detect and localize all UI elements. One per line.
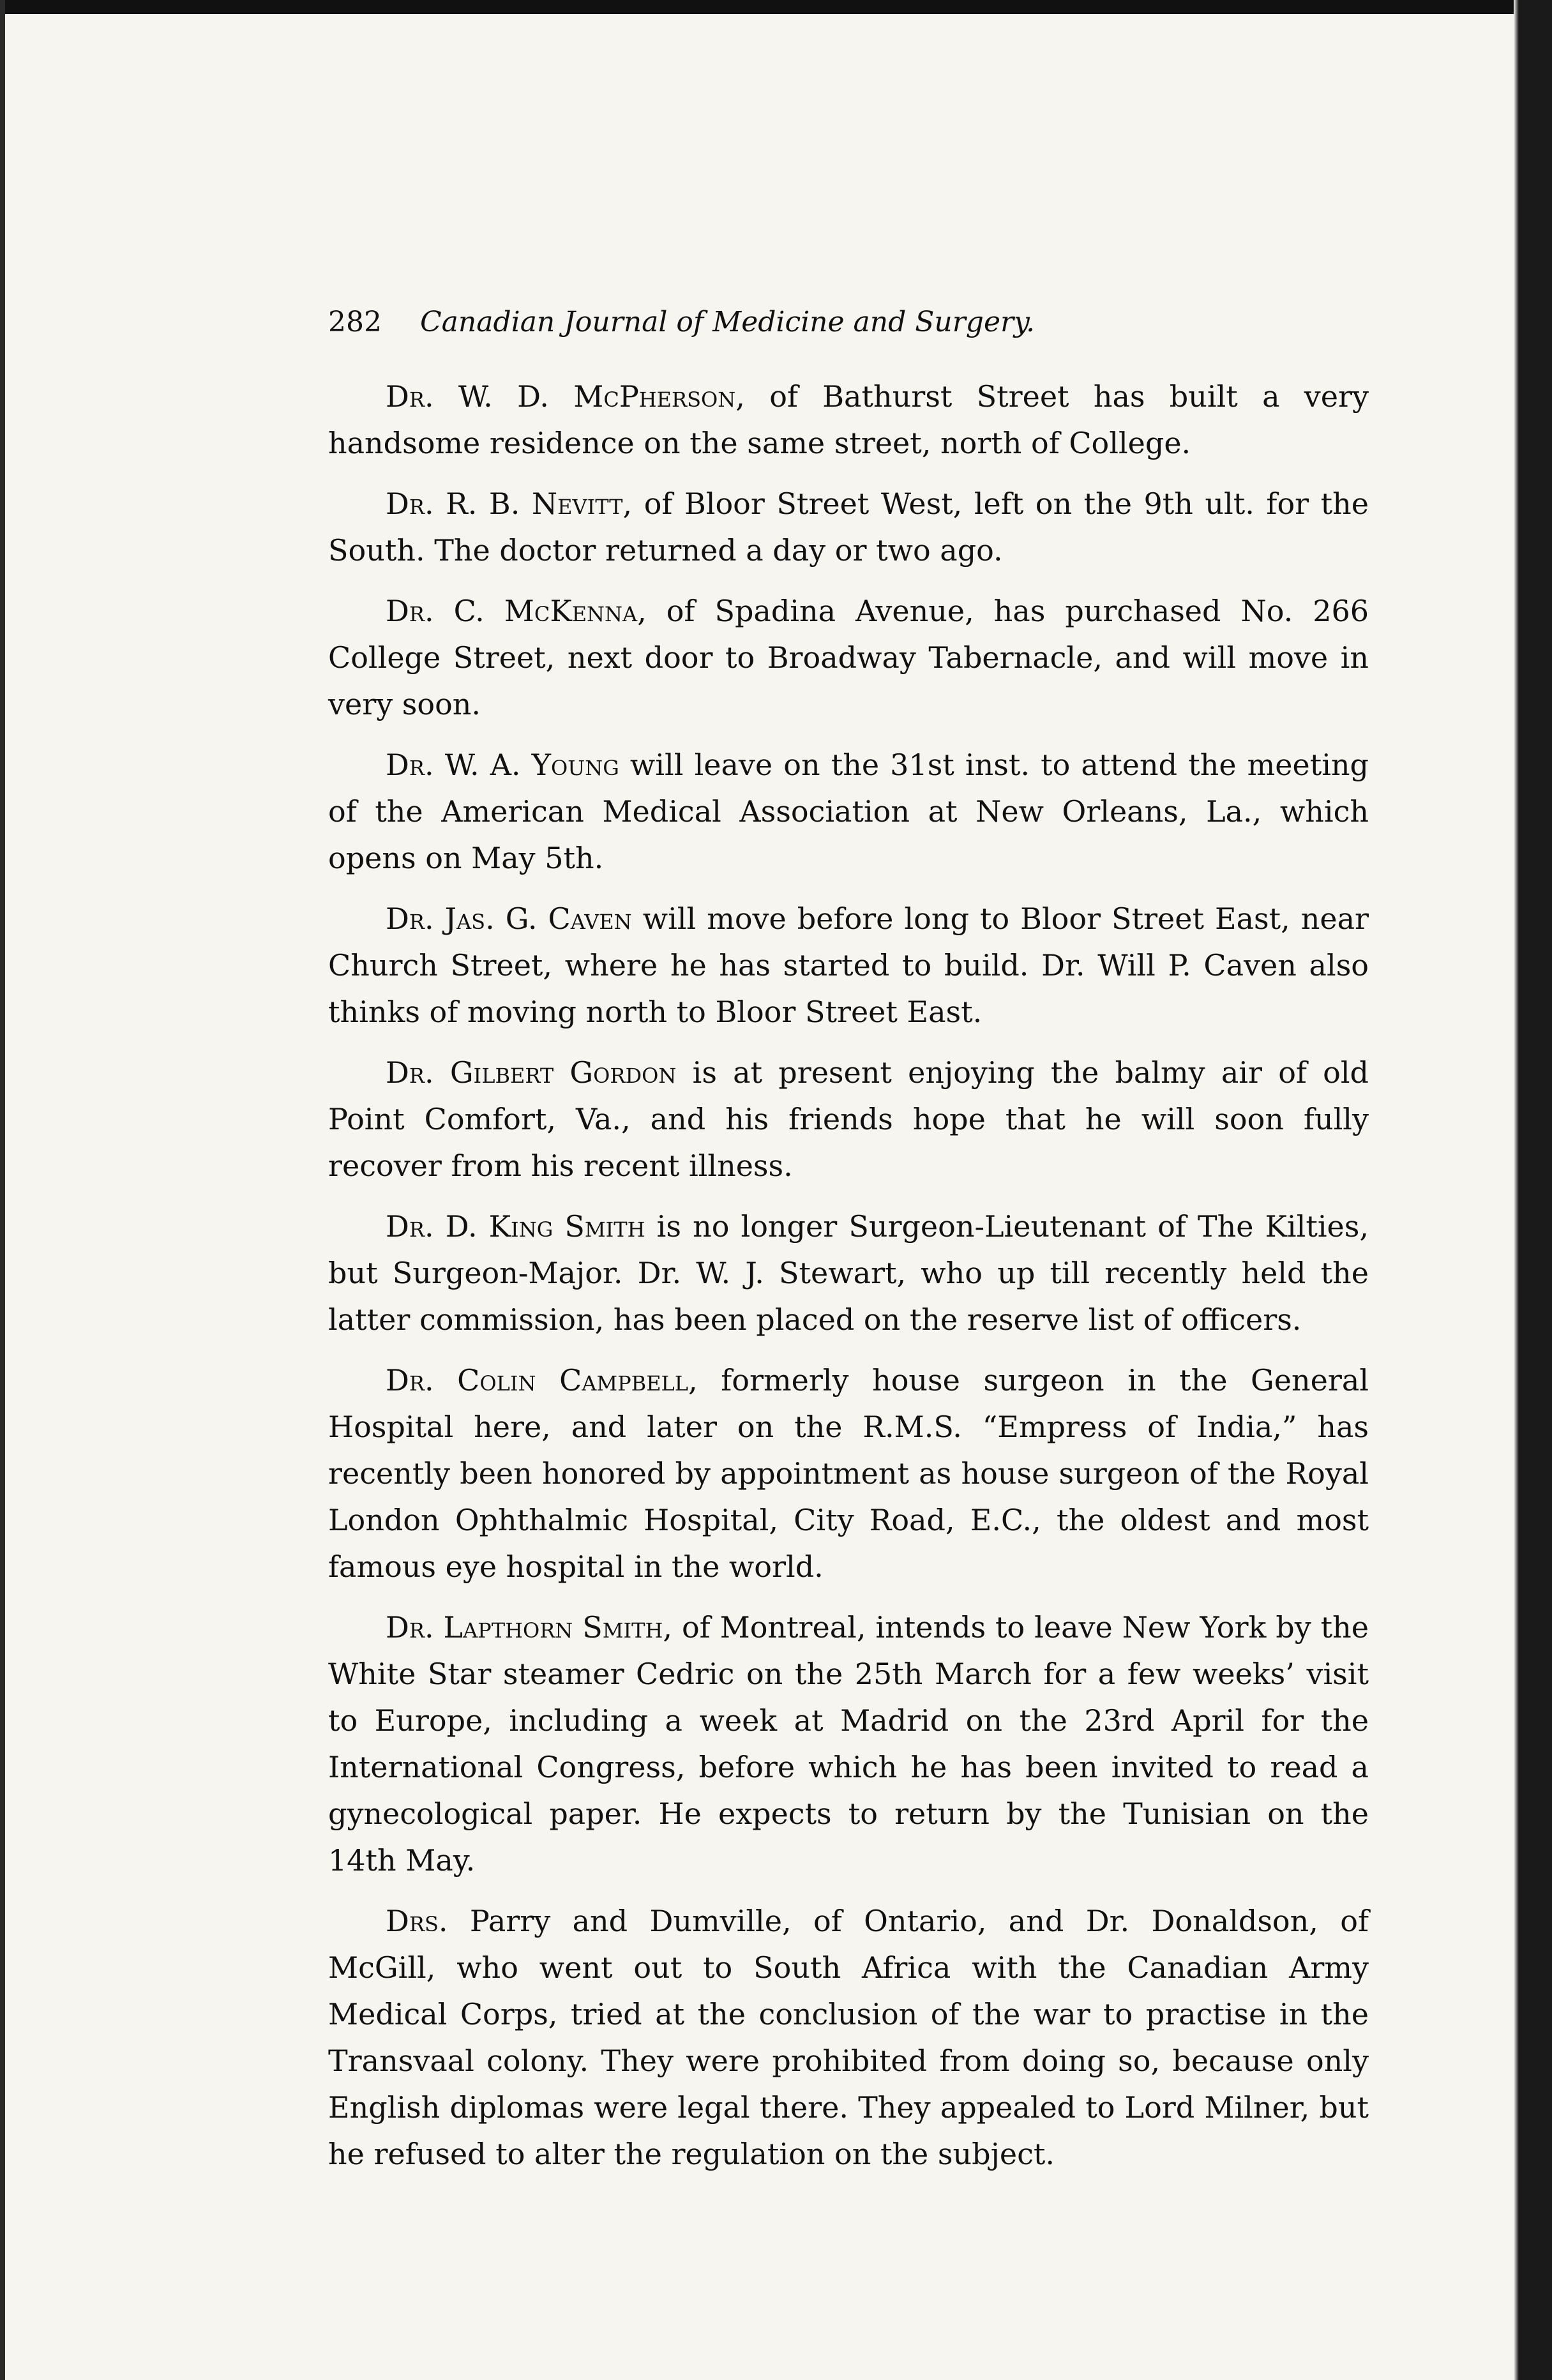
scan-left-border <box>0 0 5 2380</box>
paragraph-text: will leave on the 31st inst. to attend the meeting of the American Medical Association at New Orleans, La., which opens on May 5th. <box>328 748 1369 875</box>
scan-top-border <box>0 0 1552 14</box>
paragraph-text: of Spadina Avenue, has purchased No. 266 College Street, next door to Broadway Tabernacle, and will move in very soon. <box>328 594 1369 721</box>
paragraph-caven <box>328 896 1369 1036</box>
running-head <box>328 303 1369 342</box>
paragraph-mckenna <box>328 588 1369 728</box>
page-number: 282 <box>328 306 382 338</box>
paragraph-lead: Dr. C. McKenna, <box>386 594 647 628</box>
paragraph-text: of Bathurst Street has built a very handsome residence on the same street, north of College. <box>328 379 1369 460</box>
journal-title: Canadian Journal of Medicine and Surgery. <box>419 306 1036 338</box>
paragraph-lead: Dr. Colin Campbell, <box>386 1363 698 1397</box>
paragraph-young <box>328 742 1369 882</box>
paragraph-parry-dumville <box>328 1898 1369 2178</box>
paragraph-campbell <box>328 1357 1369 1590</box>
paragraph-text: will move before long to Bloor Street East, near Church Street, where he has started to build. Dr. Will P. Caven also thinks of moving north to Bloor Street East. <box>328 901 1369 1029</box>
paragraph-lead: Drs. <box>386 1904 448 1938</box>
paragraph-gordon <box>328 1050 1369 1189</box>
paragraph-text: of Bloor Street West, left on the 9th ult. for the South. The doctor returned a day or two ago. <box>328 486 1369 568</box>
paragraph-lead: Dr. Lapthorn Smith, <box>386 1610 673 1645</box>
paragraph-text: Parry and Dumville, of Ontario, and Dr. Donaldson, of McGill, who went out to South Africa with the Canadian Army Medical Corps, tried at the conclusion of the war to practise in the Transvaal colony. They were prohibited from doing so, because only English diplomas were legal there. They appealed to Lord Milner, but he refused to alter the regulation on the subject. <box>328 1904 1369 2171</box>
paragraph-lead: Dr. W. D. McPherson, <box>386 379 745 414</box>
paragraph-lead: Dr. R. B. Nevitt, <box>386 486 633 521</box>
paragraph-king-smith <box>328 1203 1369 1343</box>
page-body <box>328 303 1369 2192</box>
scan-right-border <box>1514 0 1552 2380</box>
paragraph-text: of Montreal, intends to leave New York by the White Star steamer Cedric on the 25th March for a few weeks’ visit to Europe, including a week at Madrid on the 23rd April for the International Congress, before which he has been invited to read a gynecological paper. He expects to return by the Tunisian on the 14th May. <box>328 1610 1369 1878</box>
paragraph-text: is at present enjoying the balmy air of old Point Comfort, Va., and his friends hope that he will soon fully recover from his recent illness. <box>328 1055 1369 1183</box>
paragraph-lapthorn-smith <box>328 1604 1369 1884</box>
paragraph-text: formerly house surgeon in the General Hospital here, and later on the R.M.S. “Empress of India,” has recently been honored by appointment as house surgeon of the Royal London Ophthalmic Hospital, City Road, E.C., the oldest and most famous eye hospital in the world. <box>328 1363 1369 1584</box>
paragraph-lead: Dr. Jas. G. Caven <box>386 901 632 936</box>
paragraph-lead: Dr. Gilbert Gordon <box>386 1055 677 1090</box>
paragraph-mcpherson <box>328 373 1369 467</box>
paragraph-nevitt <box>328 481 1369 574</box>
paragraph-lead: Dr. D. King Smith <box>386 1209 645 1244</box>
paragraph-text: is no longer Surgeon-Lieutenant of The Kilties, but Surgeon-Major. Dr. W. J. Stewart, who up till recently held the latter commission, has been placed on the reserve list of officers. <box>328 1209 1369 1337</box>
paragraph-lead: Dr. W. A. Young <box>386 748 619 782</box>
